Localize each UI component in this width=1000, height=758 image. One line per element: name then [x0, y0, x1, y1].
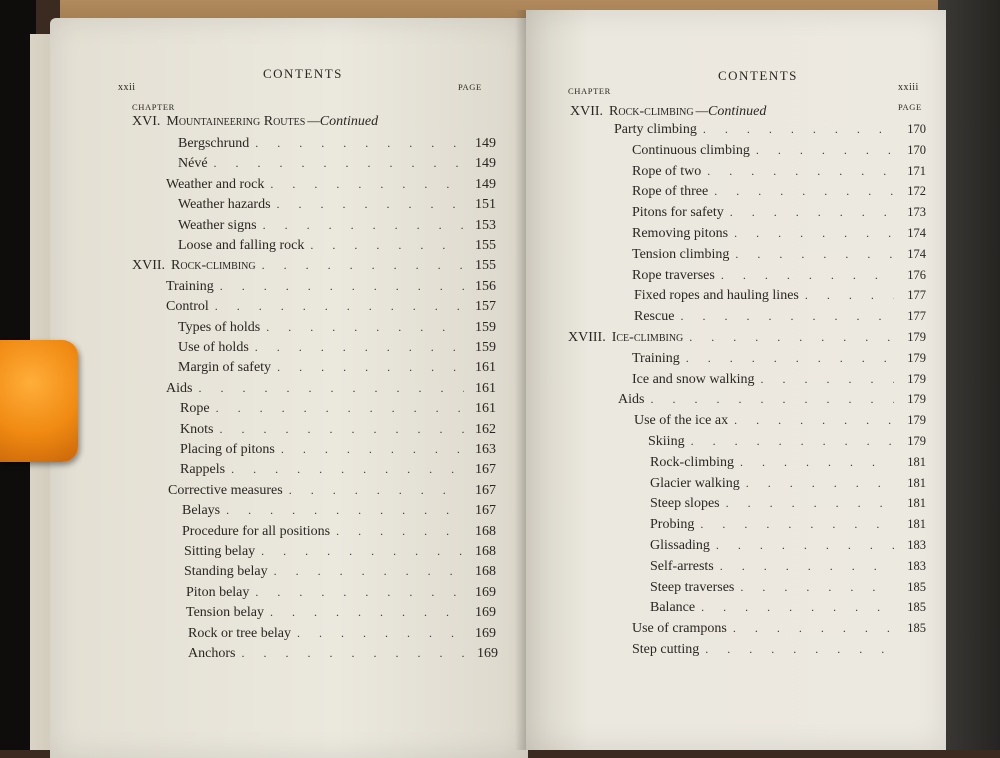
page-number: 155	[475, 238, 496, 253]
page-number: 179	[907, 413, 926, 428]
continued-label: —Continued	[695, 104, 767, 119]
toc-entry	[650, 559, 926, 575]
page-number: 149	[475, 176, 496, 192]
entry-title: Corrective measures	[168, 482, 283, 498]
toc-entry	[632, 164, 926, 180]
dot-leader	[805, 288, 894, 303]
page-number: 185	[907, 600, 926, 615]
page-number: 169	[475, 625, 496, 641]
toc-entry	[650, 517, 926, 533]
entry-title: Rappels	[180, 462, 226, 478]
page-number: 159	[475, 319, 496, 335]
entry-title: Pitons for safety	[632, 205, 724, 221]
entry-title: Use of the ice ax	[634, 413, 729, 429]
page-number: 153	[475, 217, 496, 233]
page-number: 181	[907, 496, 926, 511]
entry-title: Control	[166, 299, 209, 315]
page-number: 177	[907, 288, 926, 303]
dot-leader	[215, 299, 464, 314]
dot-leader	[277, 360, 464, 375]
page-number: 172	[907, 184, 926, 199]
dot-leader	[219, 422, 464, 437]
toc-entry	[178, 218, 496, 234]
entry-title: Skiing	[648, 434, 685, 449]
page-number: 173	[907, 205, 926, 220]
page-number: 149	[475, 156, 496, 172]
page-number: 151	[475, 197, 496, 213]
toc-entry	[634, 309, 926, 325]
toc-entry	[650, 476, 926, 492]
dot-leader	[680, 309, 894, 324]
dot-leader	[220, 279, 464, 294]
toc-entry	[182, 503, 496, 519]
page-number: 168	[475, 564, 496, 580]
page-number: 161	[475, 360, 496, 376]
toc-entry	[632, 143, 926, 159]
toc-chapter-row	[568, 330, 926, 346]
page-number: 170	[907, 142, 926, 157]
toc-entry	[166, 299, 496, 315]
entry-title: Bergschrund	[178, 136, 250, 151]
page-number: 156	[475, 278, 496, 294]
toc-entry	[632, 621, 926, 637]
toc-entry	[178, 197, 496, 213]
page-number: 174	[907, 246, 926, 261]
dot-leader	[297, 626, 464, 641]
dot-leader	[270, 177, 464, 192]
dot-leader	[277, 197, 464, 212]
page-number: 149	[475, 136, 496, 151]
page-number: 167	[475, 503, 496, 519]
entry-title: Rope of three	[632, 184, 709, 200]
left-chapter-heading	[132, 114, 492, 130]
dot-leader	[735, 247, 894, 262]
page-number: 181	[907, 454, 926, 469]
dot-leader	[734, 226, 894, 241]
left-trailing-page: 169	[477, 646, 498, 661]
dot-leader	[746, 476, 894, 491]
entry-title: Use of crampons	[632, 621, 727, 637]
dot-leader	[703, 122, 894, 137]
toc-entry	[632, 372, 926, 388]
toc-entry	[180, 401, 496, 417]
dot-leader	[310, 238, 464, 253]
chapter-title: Rock-climbing	[609, 104, 694, 119]
entry-title: Loose and falling rock	[178, 238, 305, 253]
dot-leader	[266, 320, 464, 335]
page-number: 183	[907, 538, 926, 552]
page-number: 181	[907, 517, 926, 532]
page-number: 167	[475, 462, 496, 478]
chapter-number: XVII.	[132, 258, 166, 274]
toc-entry	[634, 413, 926, 429]
dot-leader	[701, 600, 894, 615]
dot-leader	[689, 330, 894, 345]
dot-leader	[733, 621, 894, 636]
toc-entry	[180, 422, 496, 438]
chapter-title: Rock-climbing	[171, 258, 256, 274]
dot-leader	[198, 381, 464, 396]
dot-leader	[756, 143, 894, 158]
dot-leader	[216, 401, 464, 416]
dot-leader	[274, 564, 464, 579]
dot-leader	[740, 455, 894, 470]
right-page-label: PAGE	[898, 102, 922, 112]
page-number: 185	[907, 621, 926, 636]
right-folio: xxiii	[898, 82, 919, 93]
toc-entry	[650, 600, 926, 616]
dot-leader	[705, 642, 894, 657]
right-running-head: CONTENTS	[718, 68, 798, 83]
entry-title: Rope traverses	[632, 267, 715, 283]
page-number: 179	[907, 392, 926, 407]
entry-title: Tension belay	[186, 605, 264, 621]
toc-entry	[178, 340, 496, 356]
toc-entry	[166, 381, 496, 397]
page-number: 162	[475, 421, 496, 437]
entry-title: Margin of safety	[178, 360, 272, 376]
entry-title: Continuous climbing	[632, 142, 750, 158]
dot-leader	[730, 205, 894, 220]
right-chapter-label: CHAPTER	[568, 86, 611, 96]
page-number: 177	[907, 309, 926, 324]
page-number: 161	[475, 401, 496, 417]
dot-leader	[734, 413, 894, 428]
dot-leader	[263, 218, 464, 233]
entry-title: Weather hazards	[178, 197, 271, 213]
dot-leader	[262, 258, 464, 273]
toc-entry	[188, 626, 496, 642]
left-chapter-label: CHAPTER	[132, 102, 175, 112]
orange-page-clip	[0, 340, 78, 462]
dot-leader	[740, 580, 894, 595]
page-number: 179	[907, 350, 926, 365]
toc-entry	[178, 238, 496, 254]
entry-title: Standing belay	[184, 564, 268, 580]
entry-title: Probing	[650, 517, 695, 533]
entry-title: Removing pitons	[632, 226, 729, 241]
dot-leader	[231, 462, 464, 477]
dot-leader	[281, 442, 464, 457]
entry-title: Placing of pitons	[180, 442, 275, 457]
toc-entry	[178, 320, 496, 336]
page-number: 179	[907, 330, 926, 344]
entry-title: Use of holds	[178, 340, 249, 355]
page-number: 169	[475, 605, 496, 621]
entry-title: Rescue	[634, 309, 675, 325]
toc-entry	[650, 496, 926, 512]
dot-leader	[255, 585, 464, 600]
toc-entry	[182, 524, 496, 540]
entry-title: Tension climbing	[632, 246, 730, 262]
entry-title: Ice and snow walking	[632, 371, 755, 387]
toc-chapter-row	[132, 258, 496, 274]
toc-entry	[184, 544, 496, 560]
entry-title: Rope of two	[632, 163, 702, 179]
page-number: 169	[475, 584, 496, 600]
left-page-label: PAGE	[458, 82, 482, 92]
toc-entry	[632, 351, 926, 367]
dot-leader	[270, 605, 464, 620]
left-page	[50, 18, 528, 758]
entry-title: Aids	[166, 380, 193, 396]
entry-title: Types of holds	[178, 319, 261, 335]
entry-title: Glacier walking	[650, 475, 740, 491]
page-number: 181	[907, 475, 926, 490]
page-number: 174	[907, 226, 926, 240]
dot-leader	[650, 392, 894, 407]
toc-entry	[186, 585, 496, 601]
toc-entry	[178, 156, 496, 172]
entry-title: Training	[166, 278, 214, 294]
page-number: 176	[907, 267, 926, 282]
toc-entry	[180, 462, 496, 478]
page-number: 168	[475, 523, 496, 539]
toc-entry	[650, 538, 926, 554]
page-number: 168	[475, 544, 496, 559]
entry-title: Rock-climbing	[650, 454, 734, 470]
toc-entry	[650, 580, 926, 596]
dot-leader	[760, 372, 894, 387]
toc-entry	[632, 205, 926, 221]
page-number: 167	[475, 482, 496, 498]
toc-entry	[632, 184, 926, 200]
entry-title: Rope	[180, 401, 210, 417]
entry-title: Glissading	[650, 538, 710, 553]
dot-leader	[691, 434, 894, 449]
entry-title: Self-arrests	[650, 558, 714, 574]
toc-entry	[178, 360, 496, 376]
entry-title: Knots	[180, 421, 214, 437]
chapter-number: XVI.	[132, 114, 161, 129]
entry-title: Balance	[650, 600, 696, 616]
dot-leader	[686, 351, 894, 366]
page-number: 161	[475, 380, 496, 396]
page-number: 179	[907, 434, 926, 448]
toc-entry	[632, 247, 926, 263]
dot-leader	[261, 544, 464, 559]
toc-entry	[178, 136, 496, 152]
right-chapter-heading	[570, 104, 910, 120]
entry-title: Steep slopes	[650, 496, 720, 512]
page-number: 163	[475, 442, 496, 457]
page-number: 171	[907, 163, 926, 178]
dot-leader	[720, 559, 894, 574]
chapter-title: Ice-climbing	[611, 330, 684, 345]
left-running-head: CONTENTS	[263, 66, 343, 81]
dot-leader	[214, 156, 464, 171]
toc-entry	[618, 392, 926, 408]
chapter-title: Mountaineering Routes	[166, 114, 306, 129]
page-number: 179	[907, 371, 926, 386]
entry-title: Sitting belay	[184, 544, 256, 559]
toc-entry	[168, 483, 496, 499]
dot-leader	[700, 517, 894, 532]
dot-leader	[714, 184, 894, 199]
dot-leader	[226, 503, 464, 518]
toc-entry	[184, 564, 496, 580]
entry-title: Weather and rock	[166, 176, 265, 192]
entry-title: Anchors	[188, 646, 236, 661]
entry-title: Névé	[178, 156, 208, 172]
page-number: 157	[475, 299, 496, 315]
entry-title: Piton belay	[186, 584, 250, 600]
dot-leader	[716, 538, 894, 553]
toc-entry	[180, 442, 496, 458]
toc-entry	[634, 288, 926, 304]
toc-entry	[632, 268, 926, 284]
entry-title: Fixed ropes and hauling lines	[634, 288, 799, 304]
entry-title: Step cutting	[632, 642, 700, 657]
right-page	[526, 10, 946, 750]
dot-leader	[707, 164, 894, 179]
entry-title: Rock or tree belay	[188, 625, 292, 641]
page-number: 185	[907, 579, 926, 594]
toc-entry	[632, 226, 926, 242]
continued-label: —Continued	[307, 114, 379, 129]
toc-entry	[166, 279, 496, 295]
page-number: 159	[475, 340, 496, 355]
page-number: 183	[907, 558, 926, 573]
chapter-number: XVIII.	[568, 330, 606, 345]
entry-title: Steep traverses	[650, 579, 735, 595]
entry-title: Training	[632, 350, 680, 366]
page-number: 155	[475, 258, 496, 274]
dot-leader	[255, 340, 464, 355]
entry-title: Weather signs	[178, 217, 257, 233]
page-number: 170	[907, 122, 926, 136]
dot-leader	[726, 496, 894, 511]
toc-entry	[650, 455, 926, 471]
toc-entry	[648, 434, 926, 450]
dot-leader	[336, 524, 464, 539]
entry-title: Aids	[618, 392, 645, 408]
toc-entry	[166, 177, 496, 193]
entry-title: Party climbing	[614, 122, 697, 137]
entry-title: Procedure for all positions	[182, 523, 331, 539]
toc-entry	[632, 642, 926, 658]
entry-title: Belays	[182, 503, 221, 519]
dot-leader	[289, 483, 464, 498]
toc-entry	[614, 122, 926, 138]
toc-entry	[186, 605, 496, 621]
left-folio: xxii	[118, 82, 136, 93]
chapter-number: XVII.	[570, 104, 604, 119]
dot-leader	[255, 136, 464, 151]
dot-leader	[721, 268, 894, 283]
dark-background-right	[938, 0, 1000, 750]
